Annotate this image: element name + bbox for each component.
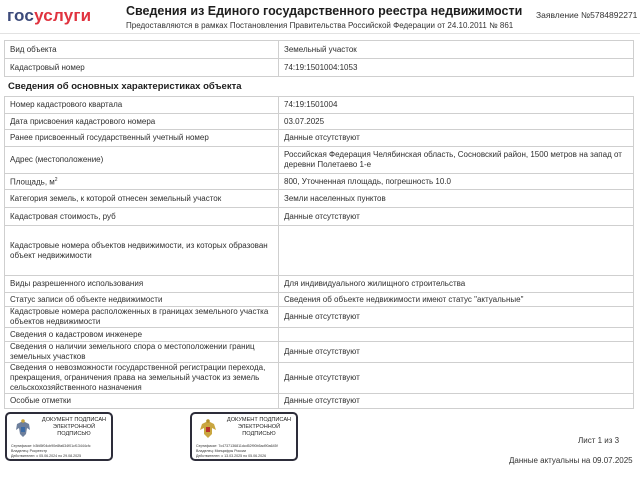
row-key: Статус записи об объекте недвижимости <box>5 293 279 307</box>
row-key: Ранее присвоенный государственный учетный номер <box>5 130 279 147</box>
object-table <box>4 40 634 77</box>
stamp-owner: Владелец: Минцифры России <box>196 449 247 453</box>
logo-uslugi: услуги <box>34 6 92 25</box>
stamp-title: ДОКУМЕНТ ПОДПИСАН ЭЛЕКТРОННОЙ ПОДПИСЬЮ <box>41 417 107 437</box>
actual-date: Данные актуальны на 09.07.2025 <box>509 456 633 465</box>
row-key: Категория земель, к которой отнесен земельный участок <box>5 190 279 208</box>
coat-of-arms-icon <box>198 418 218 440</box>
row-value: Данные отсутствуют <box>279 342 634 363</box>
row-value: Земли населенных пунктов <box>279 190 634 208</box>
table-row <box>5 394 634 409</box>
logo-gos: гос <box>7 6 35 25</box>
table-row <box>5 97 634 114</box>
document-header <box>0 0 640 34</box>
row-key: Кадастровые номера расположенных в границах земельного участка объектов недвижимости <box>5 307 279 328</box>
electronic-signature-stamp <box>190 412 298 461</box>
table-row <box>5 342 634 363</box>
table-row <box>5 276 634 293</box>
stamp-certificate: Сертификат: 7c4737136811dcd52f90b5ad90a645f <box>196 444 278 448</box>
table-row <box>5 114 634 130</box>
table-row <box>5 293 634 307</box>
row-value: 74:19:1501004 <box>279 97 634 114</box>
row-value: Данные отсутствуют <box>279 130 634 147</box>
rosreestr-emblem-icon <box>13 418 33 440</box>
table-row <box>5 226 634 276</box>
table-row <box>5 174 634 190</box>
row-key: Сведения о наличии земельного спора о местоположении границ земельных участков <box>5 342 279 363</box>
characteristics-table <box>4 96 634 409</box>
table-row <box>5 147 634 174</box>
table-row <box>5 328 634 342</box>
row-value <box>279 328 634 342</box>
row-value: 800, Уточненная площадь, погрешность 10.0 <box>279 174 634 190</box>
row-key: Вид объекта <box>5 41 279 59</box>
application-number: Заявление №5784892271 <box>536 10 638 20</box>
row-value <box>279 226 634 276</box>
row-key: Особые отметки <box>5 394 279 409</box>
sheet-number: Лист 1 из 3 <box>578 436 620 445</box>
table-row <box>5 363 634 394</box>
row-key: Кадастровый номер <box>5 59 279 77</box>
row-value: Данные отсутствуют <box>279 208 634 226</box>
stamp-owner: Владелец: Росреестр <box>11 449 48 453</box>
row-value: Сведения об объекте недвижимости имеют статус "актуальные" <box>279 293 634 307</box>
document-subtitle: Предоставляются в рамках Постановления Правительства Российской Федерации от 24.10.2011 № 861 <box>126 21 514 30</box>
table-row <box>5 190 634 208</box>
row-key: Кадастровые номера объектов недвижимости, из которых образован объект недвижимости <box>5 226 279 276</box>
row-key: Дата присвоения кадастрового номера <box>5 114 279 130</box>
table-row <box>5 307 634 328</box>
table-row <box>5 41 634 59</box>
row-value: Российская Федерация Челябинская область, Сосновский район, 1500 метров на запад от деревни Полетаево 1-е <box>279 147 634 174</box>
row-key: Виды разрешенного использования <box>5 276 279 293</box>
row-key: Адрес (местоположение) <box>5 147 279 174</box>
row-key: Кадастровая стоимость, руб <box>5 208 279 226</box>
row-key: Площадь, $м^2$ <box>5 174 279 190</box>
section-title: Сведения об основных характеристиках объекта <box>8 81 242 92</box>
row-value: Данные отсутствуют <box>279 394 634 409</box>
row-value: Данные отсутствуют <box>279 363 634 394</box>
gosuslugi-logo <box>7 6 91 26</box>
row-value: Данные отсутствуют <box>279 307 634 328</box>
row-key: Сведения о кадастровом инженере <box>5 328 279 342</box>
stamp-validity: Действителен: с 13.03.2025 по 05.06.2026 <box>196 454 267 458</box>
table-row <box>5 59 634 77</box>
electronic-signature-stamp <box>5 412 113 461</box>
row-key: Сведения о невозможности государственной регистрации перехода, прекращения, ограничения права на земельный участок из земель сельскохозяйственного назначения <box>5 363 279 394</box>
row-value: Для индивидуального жилищного строительства <box>279 276 634 293</box>
row-value: 03.07.2025 <box>279 114 634 130</box>
table-row <box>5 130 634 147</box>
table-row <box>5 208 634 226</box>
row-value: 74:19:1501004:1053 <box>279 59 634 77</box>
row-value: Земельный участок <box>279 41 634 59</box>
row-key: Номер кадастрового квартала <box>5 97 279 114</box>
document-title: Сведения из Единого государственного реестра недвижимости <box>126 4 523 18</box>
stamp-certificate: Сертификат: b3fd5f04cb90e8fa634f01cf13444cfc <box>11 444 91 448</box>
stamp-title: ДОКУМЕНТ ПОДПИСАН ЭЛЕКТРОННОЙ ПОДПИСЬЮ <box>226 417 292 437</box>
stamp-validity: Действителен: с 05.06.2024 по 29.08.2025 <box>11 454 82 458</box>
